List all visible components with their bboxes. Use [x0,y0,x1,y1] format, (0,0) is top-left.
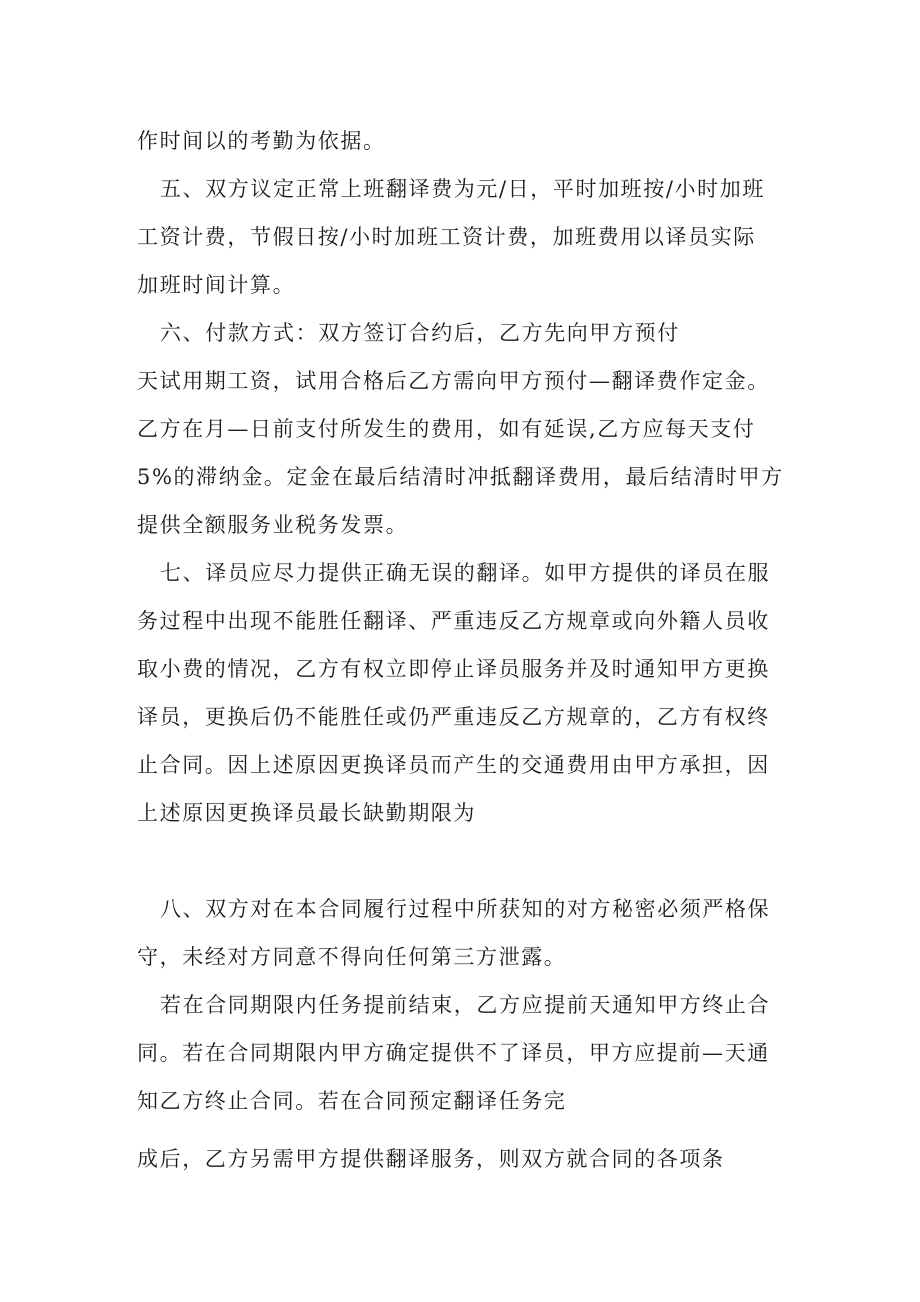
text-line: 成后，乙方另需甲方提供翻译服务，则双方就合同的各项条 [137,1147,725,1171]
text-line: 加班时间计算。 [137,273,296,297]
text-line: 止合同。因上述原因更换译员而产生的交通费用由甲方承担，因 [137,753,770,777]
paragraph-7-line: 七、译员应尽力提供正确无误的翻译。如甲方提供的译员在服 [160,561,771,585]
text-line: 作时间以的考勤为依据。 [137,129,386,153]
text-line: 乙方在月—日前支付所发生的费用，如有延误,乙方应每天支付 [137,417,756,441]
text-line: 务过程中出现不能胜任翻译、严重违反乙方规章或向外籍人员收 [137,609,770,633]
text-line: 工资计费，节假日按/小时加班工资计费，加班费用以译员实际 [137,225,756,249]
text-line: 译员，更换后仍不能胜任或仍严重违反乙方规章的，乙方有权终 [137,705,770,729]
paragraph-8-line: 八、双方对在本合同履行过程中所获知的对方秘密必须严格保 [160,897,771,921]
text-line: 5%的滞纳金。定金在最后结清时冲抵翻译费用，最后结清时甲方 [137,465,784,489]
text-line: 守，未经对方同意不得向任何第三方泄露。 [137,945,567,969]
paragraph-6-line: 六、付款方式：双方签订合约后，乙方先向甲方预付 [160,321,680,345]
text-line: 提供全额服务业税务发票。 [137,513,409,537]
text-line: 取小费的情况，乙方有权立即停止译员服务并及时通知甲方更换 [137,657,770,681]
text-line: 上述原因更换译员最长缺勤期限为 [137,801,476,825]
paragraph-termination-line: 若在合同期限内任务提前结束，乙方应提前天通知甲方终止合 [160,993,771,1017]
text-line: 同。若在合同期限内甲方确定提供不了译员，甲方应提前—天通 [137,1041,770,1065]
text-line: 知乙方终止合同。若在合同预定翻译任务完 [137,1089,567,1113]
text-line: 天试用期工资，试用合格后乙方需向甲方预付—翻译费作定金。 [137,369,770,393]
paragraph-5-line: 五、双方议定正常上班翻译费为元/日，平时加班按/小时加班 [160,177,765,201]
